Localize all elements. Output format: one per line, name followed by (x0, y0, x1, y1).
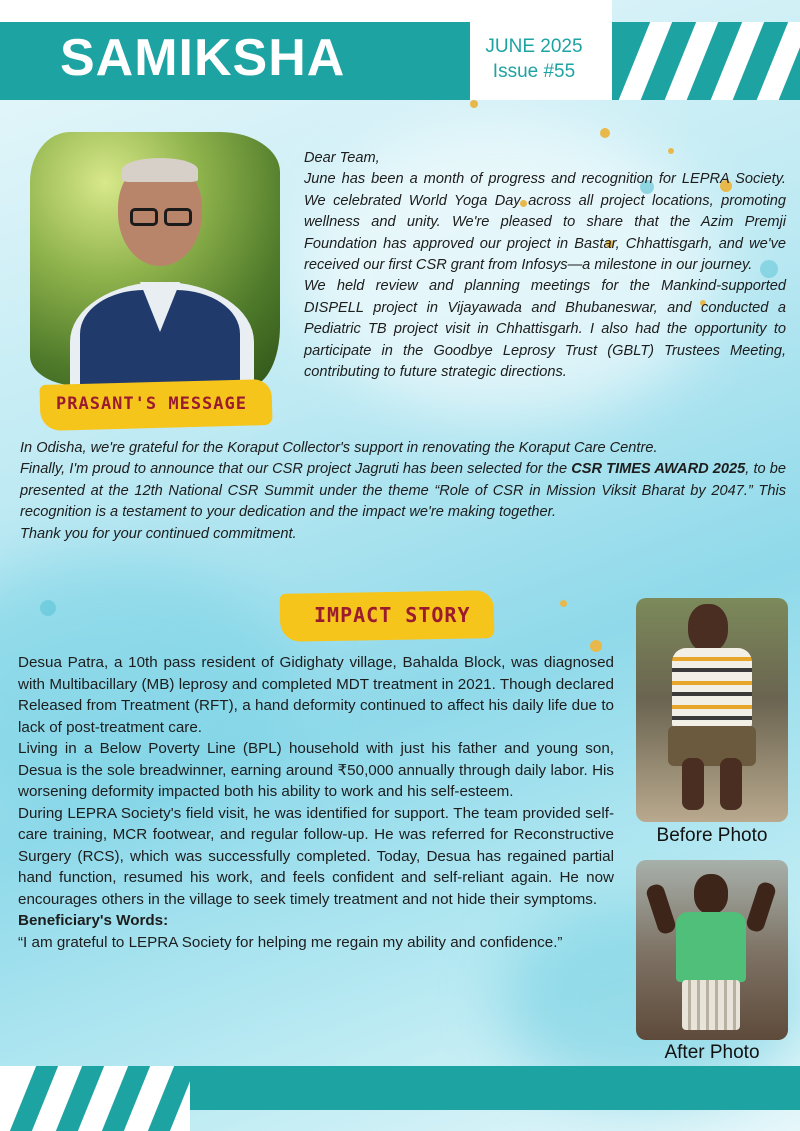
newsletter-title: SAMIKSHA (60, 29, 346, 87)
gold-dot (560, 600, 567, 607)
message-intro (304, 148, 786, 383)
beneficiary-quote: “I am grateful to LEPRA Society for helping me regain my ability and confidence.” (18, 933, 563, 951)
message-paragraph: We held review and planning meetings for the Mankind-supported DISPELL project in Vijayawada and Bhubaneswar, and conducted a Pediatric TB project visit in Chhattisgarh. I also had the opportunity to participate in the Goodbye Leprosy Trust (GBLT) Trustees Meeting, contributing to future strategic directions. (304, 278, 786, 381)
footer-stripes (0, 1066, 190, 1131)
story-paragraph: During LEPRA Society's field visit, he was identified for support. The team provided self-care training, MCR footwear, and regular follow-up. He was referred for Reconstructive Surgery (RCS), which was successfully completed. Today, Desua has regained partial hand function, resumed his work, and feels confident and self-reliant again. He now encourages others in the village to seek timely treatment and not hide their symptoms. (18, 804, 614, 908)
impact-story (18, 652, 614, 953)
award-name: CSR TIMES AWARD 2025 (571, 461, 746, 478)
message-paragraph: Finally, I'm proud to announce that our CSR project Jagruti has been selected for the CSR TIMES AWARD 2025, to be presented at the 12th National CSR Summit under the theme “Role of CSR in Mission Viksit Bharat by 2047.” This recognition is a testament to your dedication and the impact we're making together. (20, 461, 786, 521)
gold-dot (590, 640, 602, 652)
impact-label: IMPACT STORY (314, 603, 471, 627)
gold-dot (600, 128, 610, 138)
before-photo-caption: Before Photo (656, 825, 768, 846)
message-label: PRASANT'S MESSAGE (56, 394, 247, 414)
issue-number: Issue #55 (492, 61, 576, 82)
before-photo (636, 598, 788, 822)
author-portrait (30, 132, 280, 386)
header-stripes (612, 22, 800, 100)
masthead (0, 0, 800, 100)
issue-info (474, 34, 594, 84)
message-closing: Thank you for your continued commitment. (20, 525, 297, 542)
message-paragraph: June has been a month of progress and recognition for LEPRA Society. We celebrated World Yoga Day across all project locations, promoting wellness and unity. We're pleased to share that the Azim Premji Foundation has approved our project in Bastar, Chhattisgarh, and we've received our first CSR grant from Infosys—a milestone in our journey. (304, 171, 786, 274)
teal-dot (40, 600, 56, 616)
after-photo (636, 860, 788, 1040)
gold-dot (470, 100, 478, 108)
issue-month: JUNE 2025 (485, 36, 583, 57)
after-photo-caption: After Photo (664, 1042, 760, 1063)
message-body (20, 438, 786, 545)
message-paragraph: In Odisha, we're grateful for the Koraput Collector's support in renovating the Koraput Care Centre. (20, 440, 658, 456)
story-paragraph: Living in a Below Poverty Line (BPL) household with just his father and young son, Desua is the sole breadwinner, earning around ₹50,000 annually through daily labor. His worsening deformity impacted both his ability to work and his self-esteem. (18, 740, 614, 800)
story-paragraph: Desua Patra, a 10th pass resident of Gidighaty village, Bahalda Block, was diagnosed with Multibacillary (MB) leprosy and completed MDT treatment in 2021. Though declared Released from Treatment (RFT), a hand deformity continued to affect his daily life due to lack of post-treatment care. (18, 654, 614, 736)
message-greeting: Dear Team, (304, 150, 380, 166)
footer-band (0, 1066, 800, 1131)
quote-heading: Beneficiary's Words: (18, 912, 169, 929)
